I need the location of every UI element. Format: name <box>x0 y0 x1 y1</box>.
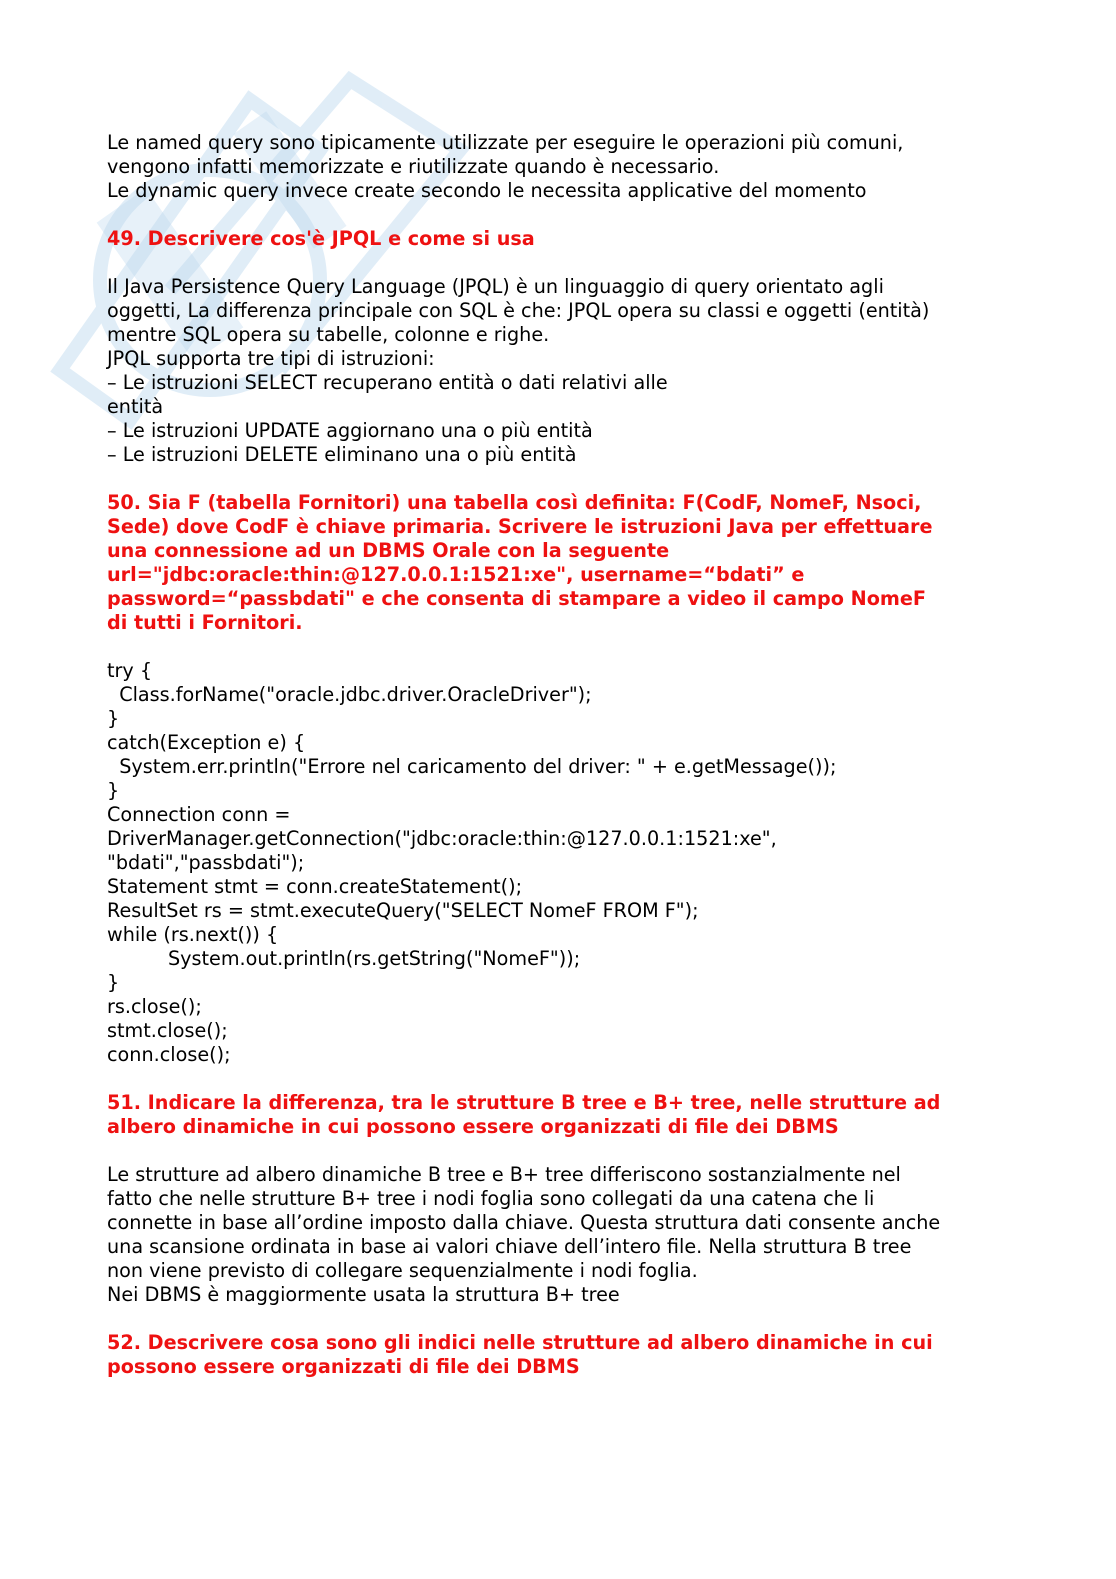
answer-line: – Le istruzioni UPDATE aggiornano una o più entità <box>107 419 593 442</box>
code-line: } <box>107 707 120 730</box>
answer-line: non viene previsto di collegare sequenzialmente i nodi foglia. <box>107 1259 698 1282</box>
question-50-heading <box>107 491 1007 635</box>
answer-line: oggetti, La differenza principale con SQL è che: JPQL opera su classi e oggetti (entità) <box>107 299 930 322</box>
heading-line: possono essere organizzati di file dei DBMS <box>107 1355 580 1378</box>
code-line: System.out.println(rs.getString("NomeF")); <box>107 947 581 970</box>
code-line: } <box>107 971 120 994</box>
code-line: Class.forName("oracle.jdbc.driver.OracleDriver"); <box>107 683 592 706</box>
question-51-answer <box>107 1163 1007 1307</box>
code-line: DriverManager.getConnection("jdbc:oracle:thin:@127.0.0.1:1521:xe", <box>107 827 777 850</box>
answer-line: – Le istruzioni SELECT recuperano entità o dati relativi alle <box>107 371 668 394</box>
answer-line: connette in base all’ordine imposto dalla chiave. Questa struttura dati consente anche <box>107 1211 941 1234</box>
code-line: Connection conn = <box>107 803 291 826</box>
answer-line: fatto che nelle strutture B+ tree i nodi foglia sono collegati da una catena che li <box>107 1187 875 1210</box>
intro-line: vengono infatti memorizzate e riutilizzate quando è necessario. <box>107 155 720 178</box>
question-49-answer <box>107 275 1007 467</box>
code-line: } <box>107 779 120 802</box>
question-49-heading <box>107 227 1007 251</box>
code-line: Statement stmt = conn.createStatement(); <box>107 875 523 898</box>
code-line: catch(Exception e) { <box>107 731 306 754</box>
intro-line: Le dynamic query invece create secondo le necessita applicative del momento <box>107 179 867 202</box>
question-51-heading <box>107 1091 1007 1139</box>
heading-line: url="jdbc:oracle:thin:@127.0.0.1:1521:xe", username=“bdati” e <box>107 563 805 586</box>
code-line: System.err.println("Errore nel caricamento del driver: " + e.getMessage()); <box>107 755 837 778</box>
answer-line: Nei DBMS è maggiormente usata la struttura B+ tree <box>107 1283 620 1306</box>
heading-line: 51. Indicare la differenza, tra le strutture B tree e B+ tree, nelle strutture ad <box>107 1091 941 1114</box>
code-line: while (rs.next()) { <box>107 923 279 946</box>
answer-line: JPQL supporta tre tipi di istruzioni: <box>107 347 435 370</box>
heading-line: 49. Descrivere cos'è JPQL e come si usa <box>107 227 535 250</box>
intro-paragraph <box>107 131 1007 203</box>
document-body <box>107 131 1007 1379</box>
answer-line: entità <box>107 395 164 418</box>
code-line: try { <box>107 659 153 682</box>
heading-line: 52. Descrivere cosa sono gli indici nelle strutture ad albero dinamiche in cui <box>107 1331 933 1354</box>
code-line: stmt.close(); <box>107 1019 228 1042</box>
intro-line: Le named query sono tipicamente utilizzate per eseguire le operazioni più comuni, <box>107 131 904 154</box>
heading-line: Sede) dove CodF è chiave primaria. Scrivere le istruzioni Java per effettuare <box>107 515 933 538</box>
code-line: conn.close(); <box>107 1043 231 1066</box>
answer-line: Il Java Persistence Query Language (JPQL) è un linguaggio di query orientato agli <box>107 275 884 298</box>
heading-line: password=“passbdati" e che consenta di stampare a video il campo NomeF <box>107 587 927 610</box>
code-line: rs.close(); <box>107 995 202 1018</box>
heading-line: di tutti i Fornitori. <box>107 611 303 634</box>
heading-line: una connessione ad un DBMS Orale con la seguente <box>107 539 670 562</box>
answer-line: Le strutture ad albero dinamiche B tree e B+ tree differiscono sostanzialmente nel <box>107 1163 901 1186</box>
answer-line: mentre SQL opera su tabelle, colonne e righe. <box>107 323 550 346</box>
java-code-block <box>107 659 1007 1067</box>
answer-line: – Le istruzioni DELETE eliminano una o più entità <box>107 443 577 466</box>
question-52-heading <box>107 1331 1007 1379</box>
answer-line: una scansione ordinata in base ai valori chiave dell’intero file. Nella struttura B tree <box>107 1235 912 1258</box>
heading-line: 50. Sia F (tabella Fornitori) una tabella così definita: F(CodF, NomeF, Nsoci, <box>107 491 922 514</box>
code-line: "bdati","passbdati"); <box>107 851 305 874</box>
code-line: ResultSet rs = stmt.executeQuery("SELECT NomeF FROM F"); <box>107 899 699 922</box>
heading-line: albero dinamiche in cui possono essere organizzati di file dei DBMS <box>107 1115 839 1138</box>
